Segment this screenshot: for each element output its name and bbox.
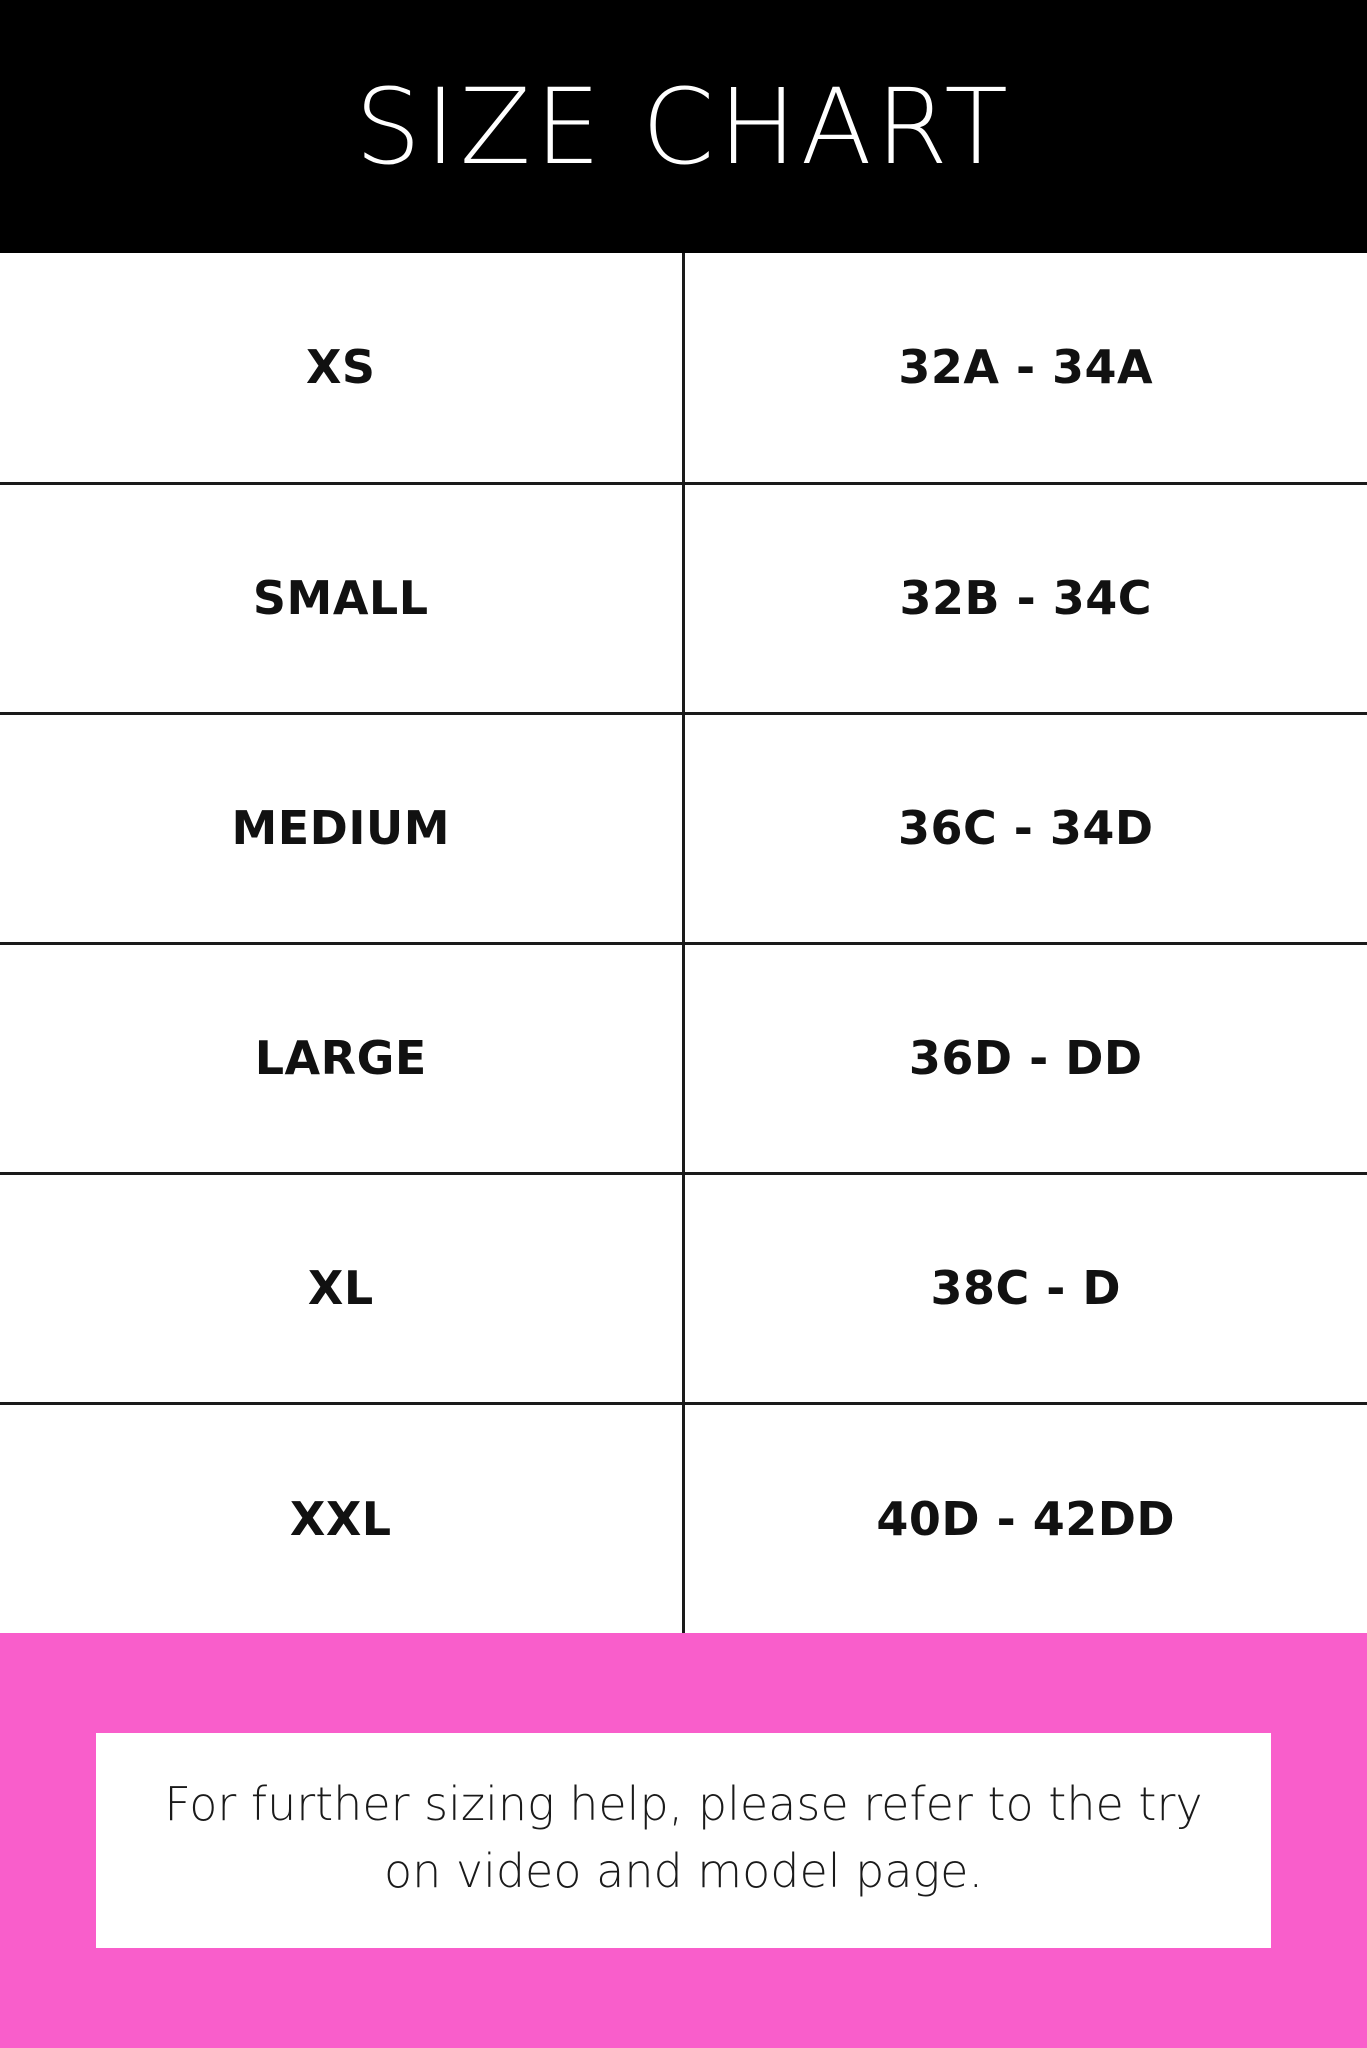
- size-label: XL: [0, 1173, 683, 1403]
- page-footer: [0, 1633, 1367, 2048]
- size-label: XXL: [0, 1403, 683, 1633]
- page-title: SIZE CHART: [355, 65, 1012, 188]
- bra-size-value: 32B - 34C: [683, 483, 1367, 713]
- bra-size-value: 36D - DD: [683, 943, 1367, 1173]
- sizing-help-note: For further sizing help, please refer to the try on video and model page.: [96, 1733, 1271, 1948]
- bra-size-value: 36C - 34D: [683, 713, 1367, 943]
- bra-size-value: 40D - 42DD: [683, 1403, 1367, 1633]
- bra-size-value: 38C - D: [683, 1173, 1367, 1403]
- table-row: [0, 1173, 1367, 1403]
- table-row: [0, 483, 1367, 713]
- size-chart-table: [0, 253, 1367, 1633]
- page-header: [0, 0, 1367, 253]
- size-chart-table-wrapper: [0, 253, 1367, 1633]
- bra-size-value: 32A - 34A: [683, 253, 1367, 483]
- size-label: SMALL: [0, 483, 683, 713]
- table-row: [0, 943, 1367, 1173]
- table-row: [0, 253, 1367, 483]
- table-row: [0, 713, 1367, 943]
- size-label: XS: [0, 253, 683, 483]
- table-row: [0, 1403, 1367, 1633]
- size-label: MEDIUM: [0, 713, 683, 943]
- size-label: LARGE: [0, 943, 683, 1173]
